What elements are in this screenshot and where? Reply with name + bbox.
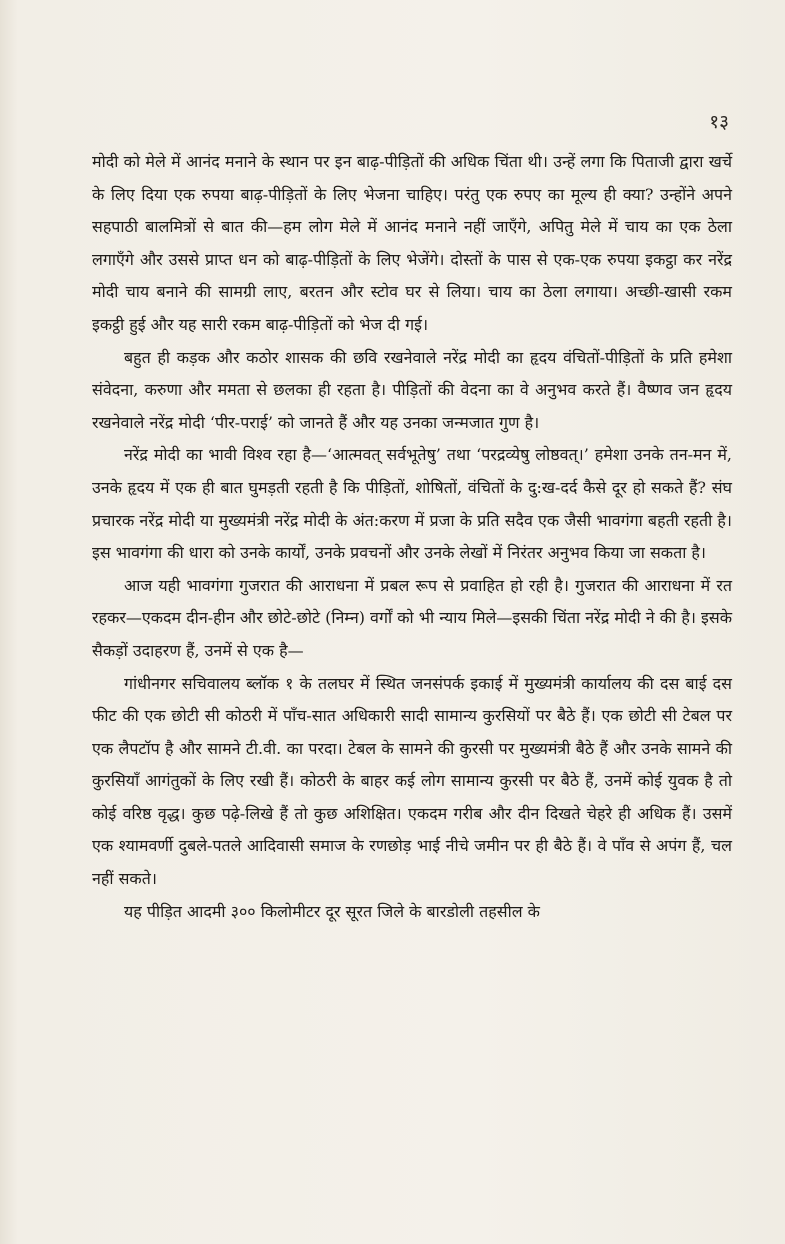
page-number: १३ [709,111,729,133]
paragraph-6: यह पीड़ित आदमी ३०० किलोमीटर दूर सूरत जिले के बारडोली तहसील के [124,901,540,921]
paragraph-3: नरेंद्र मोदी का भावी विश्व रहा है—‘आत्मवत् सर्वभूतेषु’ तथा ‘परद्रव्येषु लोष्ठवत्।’ हमेशा उनके तन-मन में, उनके हृदय में एक ही बात घुमड़ती रहती है कि पीड़ितों, शोषितों, वंचितों के दु:ख-दर्द कैसे दूर हो सकते हैं? संघ प्रचारक नरेंद्र मोदी या मुख्यमंत्री नरेंद्र मोदी के अंत:करण में प्रजा के प्रति सदैव एक जैसी भावगंगा बहती रहती है। इस भावगंगा की धारा को उनके कार्यों, उनके प्रवचनों और उनके लेखों में निरंतर अनुभव किया जा सकता है। [92,445,732,563]
body-text [92,146,732,928]
paragraph-4: आज यही भावगंगा गुजरात की आराधना में प्रबल रूप से प्रवाहित हो रही है। गुजरात की आराधना में रत रहकर—एकदम दीन-हीन और छोटे-छोटे (निम्न) वर्गों को भी न्याय मिले—इसकी चिंता नरेंद्र मोदी ने की है। इसके सैकड़ों उदाहरण हैं, उनमें से एक है— [92,575,732,660]
paragraph-2: बहुत ही कड़क और कठोर शासक की छवि रखनेवाले नरेंद्र मोदी का हृदय वंचितों-पीड़ितों के प्रति हमेशा संवेदना, करुणा और ममता से छलका ही रहता है। पीड़ितों की वेदना का वे अनुभव करते हैं। वैष्णव जन हृदय रखनेवाले नरेंद्र मोदी ‘पीर-पराई’ को जानते हैं और यह उनका जन्मजात गुण है। [92,347,732,432]
paragraph-5: गांधीनगर सचिवालय ब्लॉक १ के तलघर में स्थित जनसंपर्क इकाई में मुख्यमंत्री कार्यालय की दस बाई दस फीट की एक छोटी सी कोठरी में पाँच-सात अधिकारी सादी सामान्य कुरसियों पर बैठे हैं। एक छोटी सी टेबल पर एक लैपटॉप है और सामने टी.वी. का परदा। टेबल के सामने की कुरसी पर मुख्यमंत्री बैठे हैं और उनके सामने की कुरसियाँ आगंतुकों के लिए रखी हैं। कोठरी के बाहर कई लोग सामान्य कुरसी पर बैठे हैं, उनमें कोई युवक है तो कोई वरिष्ठ वृद्ध। कुछ पढ़े-लिखे हैं तो कुछ अशिक्षित। एकदम गरीब और दीन दिखते चेहरे ही अधिक हैं। उसमें एक श्यामवर्णी दुबले-पतले आदिवासी समाज के रणछोड़ भाई नीचे जमीन पर ही बैठे हैं। वे पाँव से अपंग हैं, चल नहीं सकते। [92,673,732,889]
paragraph-1: मोदी को मेले में आनंद मनाने के स्थान पर इन बाढ़-पीड़ितों की अधिक चिंता थी। उन्हें लगा कि पिताजी द्वारा खर्चे के लिए दिया एक रुपया बाढ़-पीड़ितों के लिए भेजना चाहिए। परंतु एक रुपए का मूल्य ही क्या? उन्होंने अपने सहपाठी बालमित्रों से बात की—हम लोग मेले में आनंद मनाने नहीं जाएँगे, अपितु मेले में चाय का एक ठेला लगाएँगे और उससे प्राप्त धन को बाढ़-पीड़ितों के लिए भेजेंगे। दोस्तों के पास से एक-एक रुपया इकट्ठा कर नरेंद्र मोदी चाय बनाने की सामग्री लाए, बरतन और स्टोव घर से लिया। चाय का ठेला लगाया। अच्छी-खासी रकम इकट्ठी हुई और यह सारी रकम बाढ़-पीड़ितों को भेज दी गई। [92,152,732,334]
